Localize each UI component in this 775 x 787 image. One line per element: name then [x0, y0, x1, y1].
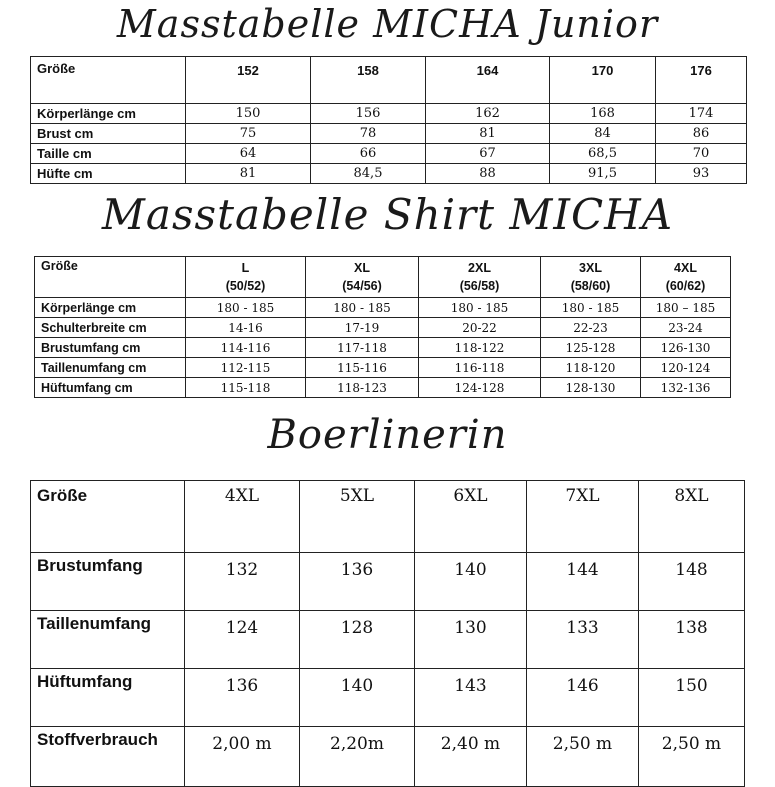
- table-cell: 68,5: [550, 144, 656, 164]
- table-cell: 130: [415, 611, 527, 669]
- table-cell: 22-23: [541, 318, 641, 338]
- table-cell: 125-128: [541, 338, 641, 358]
- table-cell: 81: [186, 164, 311, 184]
- table-cell: 78: [311, 124, 426, 144]
- table-cell: 118-122: [419, 338, 541, 358]
- table-cell: 128: [300, 611, 415, 669]
- table-cell: 84,5: [311, 164, 426, 184]
- size-header: 152: [186, 57, 311, 104]
- row-label: Brustumfang: [31, 553, 185, 611]
- table-cell: 2,40 m: [415, 727, 527, 787]
- table-cell: 67: [426, 144, 550, 164]
- table-cell: 136: [185, 669, 300, 727]
- table-cell: 70: [656, 144, 747, 164]
- table-cell: 118-123: [306, 378, 419, 398]
- size-name: 4XL: [674, 261, 697, 275]
- table-cell: 180 - 185: [541, 298, 641, 318]
- table-cell: 124-128: [419, 378, 541, 398]
- table-cell: 75: [186, 124, 311, 144]
- table-cell: 23-24: [641, 318, 731, 338]
- size-header: [541, 257, 641, 298]
- table-row: [35, 298, 731, 318]
- table-cell: 120-124: [641, 358, 731, 378]
- size-eu: (50/52): [225, 279, 266, 293]
- row-label: Brust cm: [31, 124, 186, 144]
- size-label: Größe: [31, 481, 185, 553]
- table-cell: 2,50 m: [639, 727, 745, 787]
- size-header: 158: [311, 57, 426, 104]
- size-header: 6XL: [415, 481, 527, 553]
- size-label: Größe: [31, 57, 186, 104]
- shirt-table-title: Masstabelle Shirt MICHA: [101, 190, 674, 239]
- table-cell: 150: [186, 104, 311, 124]
- table-cell: 64: [186, 144, 311, 164]
- table-cell: 115-118: [186, 378, 306, 398]
- table-cell: 162: [426, 104, 550, 124]
- table-cell: 180 - 185: [419, 298, 541, 318]
- size-header: 170: [550, 57, 656, 104]
- size-name: 3XL: [579, 261, 602, 275]
- table-cell: 88: [426, 164, 550, 184]
- table-cell: 168: [550, 104, 656, 124]
- table-cell: 17-19: [306, 318, 419, 338]
- row-label: Taille cm: [31, 144, 186, 164]
- table-cell: 117-118: [306, 338, 419, 358]
- boerlinerin-table-title: Boerlinerin: [267, 412, 508, 458]
- table-cell: 66: [311, 144, 426, 164]
- row-label: Taillenumfang: [31, 611, 185, 669]
- size-header: 164: [426, 57, 550, 104]
- table-cell: 2,20m: [300, 727, 415, 787]
- table-header-row: [31, 481, 745, 553]
- table-cell: 136: [300, 553, 415, 611]
- row-label: Brustumfang cm: [35, 338, 186, 358]
- table-row: [31, 104, 747, 124]
- table-cell: 144: [527, 553, 639, 611]
- table-cell: 2,00 m: [185, 727, 300, 787]
- table-cell: 112-115: [186, 358, 306, 378]
- size-name: XL: [354, 261, 370, 275]
- table-cell: 180 - 185: [186, 298, 306, 318]
- size-header: 7XL: [527, 481, 639, 553]
- table-cell: 114-116: [186, 338, 306, 358]
- table-cell: 20-22: [419, 318, 541, 338]
- table-cell: 140: [415, 553, 527, 611]
- junior-table-title: Masstabelle MICHA Junior: [116, 2, 659, 46]
- table-cell: 180 – 185: [641, 298, 731, 318]
- table-cell: 156: [311, 104, 426, 124]
- size-eu: (60/62): [665, 279, 706, 293]
- table-cell: 116-118: [419, 358, 541, 378]
- size-name: 2XL: [468, 261, 491, 275]
- table-cell: 143: [415, 669, 527, 727]
- row-label: Körperlänge cm: [31, 104, 186, 124]
- table-row: [31, 144, 747, 164]
- size-label: Größe: [35, 257, 186, 298]
- table-cell: 140: [300, 669, 415, 727]
- table-cell: 84: [550, 124, 656, 144]
- table-cell: 133: [527, 611, 639, 669]
- table-cell: 14-16: [186, 318, 306, 338]
- table-cell: 115-116: [306, 358, 419, 378]
- table-header-row: [31, 57, 747, 104]
- table-cell: 180 - 185: [306, 298, 419, 318]
- table-row: [35, 318, 731, 338]
- table-cell: 148: [639, 553, 745, 611]
- row-label: Hüftumfang cm: [35, 378, 186, 398]
- table-row: [31, 124, 747, 144]
- boerlinerin-size-table: [30, 480, 745, 787]
- table-row: [31, 611, 745, 669]
- shirt-size-table: [34, 256, 731, 398]
- table-cell: 2,50 m: [527, 727, 639, 787]
- row-label: Taillenumfang cm: [35, 358, 186, 378]
- table-cell: 146: [527, 669, 639, 727]
- table-row: [31, 164, 747, 184]
- size-header: [306, 257, 419, 298]
- size-header: 5XL: [300, 481, 415, 553]
- junior-size-table: [30, 56, 747, 184]
- size-header: [186, 257, 306, 298]
- size-header: [641, 257, 731, 298]
- table-cell: 81: [426, 124, 550, 144]
- table-row: [31, 553, 745, 611]
- size-name: L: [241, 261, 250, 275]
- size-eu: (54/56): [342, 279, 382, 293]
- row-label: Stoffverbrauch: [31, 727, 185, 787]
- size-header: 176: [656, 57, 747, 104]
- size-eu: (58/60): [570, 279, 611, 293]
- table-row: [35, 338, 731, 358]
- table-row: [31, 669, 745, 727]
- table-cell: 124: [185, 611, 300, 669]
- table-cell: 126-130: [641, 338, 731, 358]
- size-header: 4XL: [185, 481, 300, 553]
- table-cell: 174: [656, 104, 747, 124]
- table-cell: 132: [185, 553, 300, 611]
- table-cell: 138: [639, 611, 745, 669]
- table-cell: 91,5: [550, 164, 656, 184]
- row-label: Hüftumfang: [31, 669, 185, 727]
- row-label: Hüfte cm: [31, 164, 186, 184]
- table-cell: 86: [656, 124, 747, 144]
- size-header: [419, 257, 541, 298]
- table-cell: 118-120: [541, 358, 641, 378]
- table-header-row: [35, 257, 731, 298]
- row-label: Schulterbreite cm: [35, 318, 186, 338]
- table-cell: 128-130: [541, 378, 641, 398]
- table-cell: 93: [656, 164, 747, 184]
- table-cell: 150: [639, 669, 745, 727]
- table-row: [35, 358, 731, 378]
- size-header: 8XL: [639, 481, 745, 553]
- table-cell: 132-136: [641, 378, 731, 398]
- row-label: Körperlänge cm: [35, 298, 186, 318]
- table-row: [35, 378, 731, 398]
- size-eu: (56/58): [459, 279, 500, 293]
- table-row: [31, 727, 745, 787]
